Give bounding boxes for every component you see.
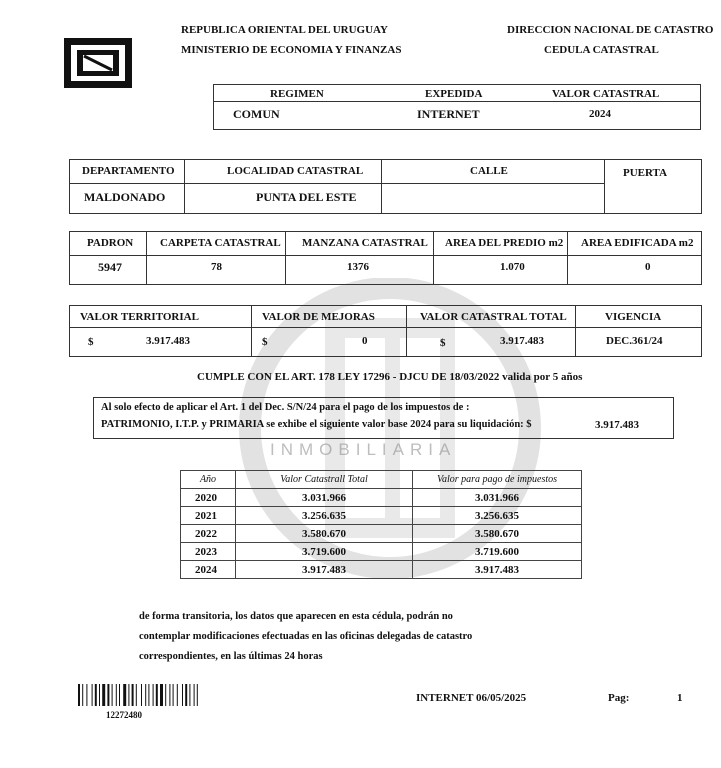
table-cell-year: 2022 xyxy=(181,525,236,543)
barcode-icon xyxy=(78,684,240,706)
table-cell-year: 2024 xyxy=(181,561,236,579)
vigencia-label: VIGENCIA xyxy=(605,311,662,323)
regimen-label: REGIMEN xyxy=(270,88,324,100)
table-cell-impuestos: 3.256.635 xyxy=(413,507,582,525)
currency-sign: $ xyxy=(88,336,94,348)
table-header-impuestos: Valor para pago de impuestos xyxy=(413,471,582,489)
valor-mejoras-value: 0 xyxy=(362,335,368,347)
currency-sign: $ xyxy=(440,337,446,349)
header-ministry: MINISTERIO DE ECONOMIA Y FINANZAS xyxy=(181,44,402,56)
area-predio-value: 1.070 xyxy=(500,261,525,273)
page-label: Pag: xyxy=(608,692,630,704)
valor-territorial-value: 3.917.483 xyxy=(146,335,190,347)
vigencia-value: DEC.361/24 xyxy=(606,335,663,347)
barcode-number: 12272480 xyxy=(106,710,142,720)
expedida-value: INTERNET xyxy=(417,107,480,121)
area-edificada-label: AREA EDIFICADA m2 xyxy=(581,237,694,249)
table-row xyxy=(181,543,582,561)
header-republic: REPUBLICA ORIENTAL DEL URUGUAY xyxy=(181,24,388,36)
valor-mejoras-label: VALOR DE MEJORAS xyxy=(262,311,375,323)
table-header-total: Valor Catastrall Total xyxy=(236,471,413,489)
table-cell-year: 2021 xyxy=(181,507,236,525)
catastro-logo-icon xyxy=(62,36,134,90)
carpeta-label: CARPETA CATASTRAL xyxy=(160,237,281,249)
padron-label: PADRON xyxy=(87,237,134,249)
expedida-label: EXPEDIDA xyxy=(425,88,483,100)
footer-line1: de forma transitoria, los datos que aparecen en esta cédula, podrán no xyxy=(139,611,453,622)
table-cell-total: 3.031.966 xyxy=(236,489,413,507)
table-header-row xyxy=(181,471,582,489)
table-cell-year: 2023 xyxy=(181,543,236,561)
years-table xyxy=(180,470,582,579)
footer-line2: contemplar modificaciones efectuadas en las oficinas delegadas de catastro xyxy=(139,631,473,642)
puerta-label: PUERTA xyxy=(623,167,668,179)
currency-sign: $ xyxy=(262,336,268,348)
issued-text: INTERNET 06/05/2025 xyxy=(416,692,527,704)
padron-value: 5947 xyxy=(98,260,122,274)
valor-territorial-label: VALOR TERRITORIAL xyxy=(80,311,199,323)
area-predio-label: AREA DEL PREDIO m2 xyxy=(445,237,564,249)
page-number: 1 xyxy=(677,692,683,704)
calle-label: CALLE xyxy=(470,165,508,177)
table-cell-impuestos: 3.580.670 xyxy=(413,525,582,543)
area-edificada-value: 0 xyxy=(645,261,651,273)
table-cell-impuestos: 3.719.600 xyxy=(413,543,582,561)
valor-catastral-label: VALOR CATASTRAL xyxy=(552,88,660,100)
notice-line2: PATRIMONIO, I.T.P. y PRIMARIA se exhibe el siguiente valor base 2024 para su liquidación: $ xyxy=(101,419,532,430)
table-cell-impuestos: 3.917.483 xyxy=(413,561,582,579)
manzana-label: MANZANA CATASTRAL xyxy=(302,237,428,249)
valor-catastral-year: 2024 xyxy=(589,108,611,120)
footer-line3: correspondientes, en las últimas 24 horas xyxy=(139,651,323,662)
localidad-value: PUNTA DEL ESTE xyxy=(256,190,357,204)
table-row xyxy=(181,561,582,579)
valor-total-value: 3.917.483 xyxy=(500,335,544,347)
table-row xyxy=(181,489,582,507)
carpeta-value: 78 xyxy=(211,261,222,273)
cumple-text: CUMPLE CON EL ART. 178 LEY 17296 - DJCU DE 18/03/2022 valida por 5 años xyxy=(197,371,583,383)
departamento-label: DEPARTAMENTO xyxy=(82,165,175,177)
table-cell-total: 3.580.670 xyxy=(236,525,413,543)
table-cell-total: 3.917.483 xyxy=(236,561,413,579)
header-direccion: DIRECCION NACIONAL DE CATASTRO xyxy=(507,24,714,36)
manzana-value: 1376 xyxy=(347,261,369,273)
table-cell-total: 3.256.635 xyxy=(236,507,413,525)
notice-amount: 3.917.483 xyxy=(595,419,639,431)
table-cell-impuestos: 3.031.966 xyxy=(413,489,582,507)
table-cell-year: 2020 xyxy=(181,489,236,507)
header-cedula: CEDULA CATASTRAL xyxy=(544,44,659,56)
valor-total-label: VALOR CATASTRAL TOTAL xyxy=(420,311,567,323)
notice-line1: Al solo efecto de aplicar el Art. 1 del Dec. S/N/24 para el pago de los impuestos de : xyxy=(101,402,470,413)
table-header-year: Año xyxy=(181,471,236,489)
departamento-value: MALDONADO xyxy=(84,190,166,204)
regimen-value: COMUN xyxy=(233,107,280,121)
table-row xyxy=(181,507,582,525)
table-row xyxy=(181,525,582,543)
table-cell-total: 3.719.600 xyxy=(236,543,413,561)
localidad-label: LOCALIDAD CATASTRAL xyxy=(227,165,364,177)
watermark-text: INMOBILIARIA xyxy=(270,440,457,459)
